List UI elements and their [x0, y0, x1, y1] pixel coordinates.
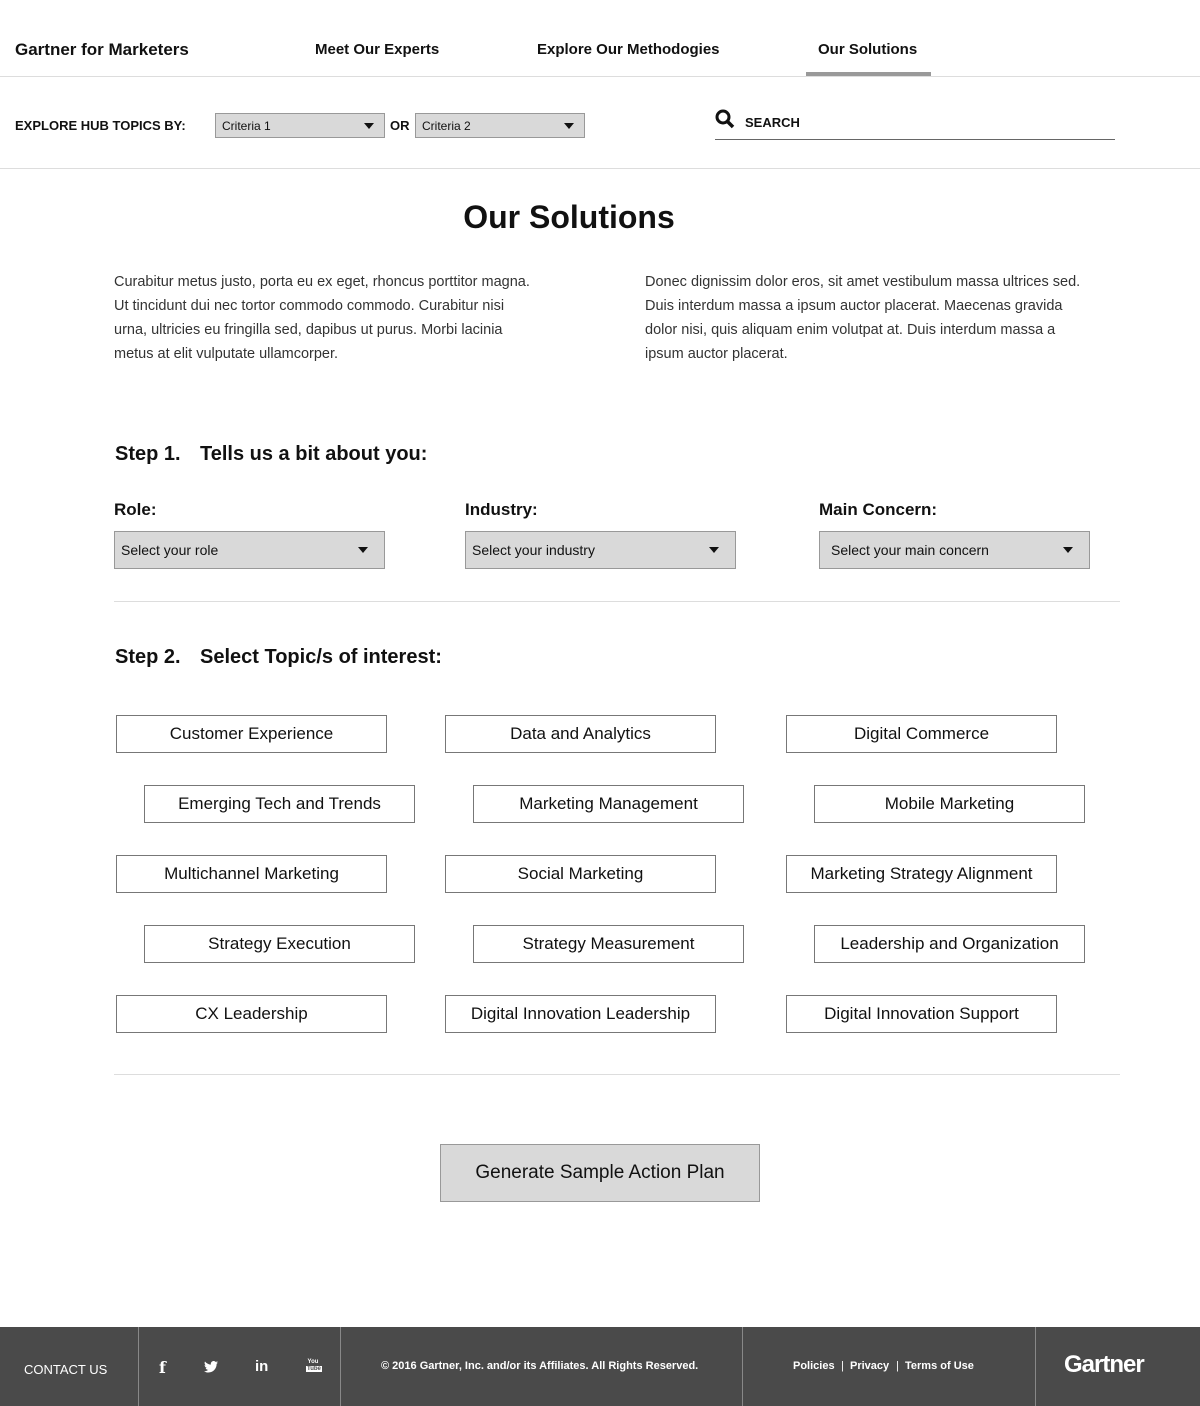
nav-meet-experts[interactable]: Meet Our Experts	[315, 41, 440, 58]
caret-down-icon	[358, 547, 368, 553]
topic-button[interactable]: Customer Experience	[116, 715, 387, 753]
topic-button[interactable]: Leadership and Organization	[814, 925, 1085, 963]
topic-button[interactable]: CX Leadership	[116, 995, 387, 1033]
role-select[interactable]	[114, 531, 385, 569]
step1-title: Tells us a bit about you:	[200, 443, 428, 465]
role-label: Role:	[114, 500, 157, 519]
nav-explore-methodologies[interactable]: Explore Our Methodogies	[537, 41, 720, 58]
topic-button[interactable]: Multichannel Marketing	[116, 855, 387, 893]
topic-button[interactable]: Marketing Strategy Alignment	[786, 855, 1057, 893]
topic-button[interactable]: Strategy Execution	[144, 925, 415, 963]
caret-down-icon	[564, 123, 574, 129]
brand[interactable]: Gartner for Marketers	[15, 40, 189, 59]
privacy-link[interactable]: Privacy	[850, 1360, 890, 1372]
divider	[742, 1327, 743, 1406]
divider	[1035, 1327, 1036, 1406]
divider	[114, 601, 1120, 602]
industry-value: Select your industry	[472, 542, 595, 558]
search-placeholder: SEARCH	[745, 115, 800, 130]
topic-button[interactable]: Digital Commerce	[786, 715, 1057, 753]
criteria1-value: Criteria 1	[222, 118, 271, 133]
criteria2-select[interactable]	[415, 113, 585, 138]
filter-label: EXPLORE HUB TOPICS BY:	[15, 118, 186, 133]
criteria2-value: Criteria 2	[422, 118, 471, 133]
topic-button[interactable]: Digital Innovation Support	[786, 995, 1057, 1033]
concern-label: Main Concern:	[819, 500, 938, 519]
generate-button[interactable]: Generate Sample Action Plan	[440, 1144, 760, 1202]
topic-button[interactable]: Social Marketing	[445, 855, 716, 893]
topic-button[interactable]: Strategy Measurement	[473, 925, 744, 963]
step1-number: Step 1.	[115, 443, 181, 465]
concern-select[interactable]	[819, 531, 1090, 569]
gartner-logo[interactable]: Gartner	[1064, 1351, 1144, 1378]
intro-right: Donec dignissim dolor eros, sit amet vestibulum massa ultrices sed. Duis interdum massa a ipsum auctor placerat. Maecenas gravida dolor nisi, quis aliquam enim volutpat at. Duis interdum massa a ipsum auctor placerat.	[645, 274, 1081, 362]
separator: |	[841, 1360, 844, 1372]
topic-button[interactable]: Mobile Marketing	[814, 785, 1085, 823]
intro-left: Curabitur metus justo, porta eu ex eget, rhoncus porttitor magna. Ut tincidunt dui nec tortor commodo commodo. Curabitur nisi urna, ultricies eu fringilla sed, dapibus ut purus. Morbi lacinia metus at elit vulputate ullamcorper.	[114, 274, 530, 362]
search-icon	[715, 109, 735, 129]
topic-button[interactable]: Marketing Management	[473, 785, 744, 823]
divider	[0, 76, 1200, 77]
or-label: OR	[390, 118, 410, 133]
industry-label: Industry:	[465, 500, 538, 519]
policies-link[interactable]: Policies	[793, 1360, 835, 1372]
page-title: Our Solutions	[463, 199, 675, 235]
criteria1-select[interactable]	[215, 113, 385, 138]
separator: |	[896, 1360, 899, 1372]
topic-button[interactable]: Emerging Tech and Trends	[144, 785, 415, 823]
divider	[0, 168, 1200, 169]
step2-title: Select Topic/s of interest:	[200, 646, 442, 668]
twitter-icon[interactable]	[204, 1361, 218, 1373]
youtube-icon[interactable]: You Tube	[307, 1359, 321, 1372]
industry-select[interactable]	[465, 531, 736, 569]
facebook-icon[interactable]: f	[159, 1358, 166, 1377]
role-value: Select your role	[121, 542, 219, 558]
topic-button[interactable]: Digital Innovation Leadership	[445, 995, 716, 1033]
caret-down-icon	[1063, 547, 1073, 553]
contact-us-link[interactable]: CONTACT US	[24, 1362, 108, 1377]
divider	[340, 1327, 341, 1406]
nav-our-solutions[interactable]: Our Solutions	[818, 41, 918, 58]
footer	[0, 1327, 1200, 1406]
divider	[138, 1327, 139, 1406]
linkedin-icon[interactable]: in	[255, 1358, 269, 1375]
step2-number: Step 2.	[115, 646, 181, 668]
divider	[114, 1074, 1120, 1075]
caret-down-icon	[364, 123, 374, 129]
search-input[interactable]	[715, 106, 1115, 140]
copyright: © 2016 Gartner, Inc. and/or its Affiliates. All Rights Reserved.	[381, 1360, 699, 1372]
concern-value: Select your main concern	[831, 542, 989, 558]
topic-button[interactable]: Data and Analytics	[445, 715, 716, 753]
caret-down-icon	[709, 547, 719, 553]
terms-link[interactable]: Terms of Use	[905, 1360, 974, 1372]
